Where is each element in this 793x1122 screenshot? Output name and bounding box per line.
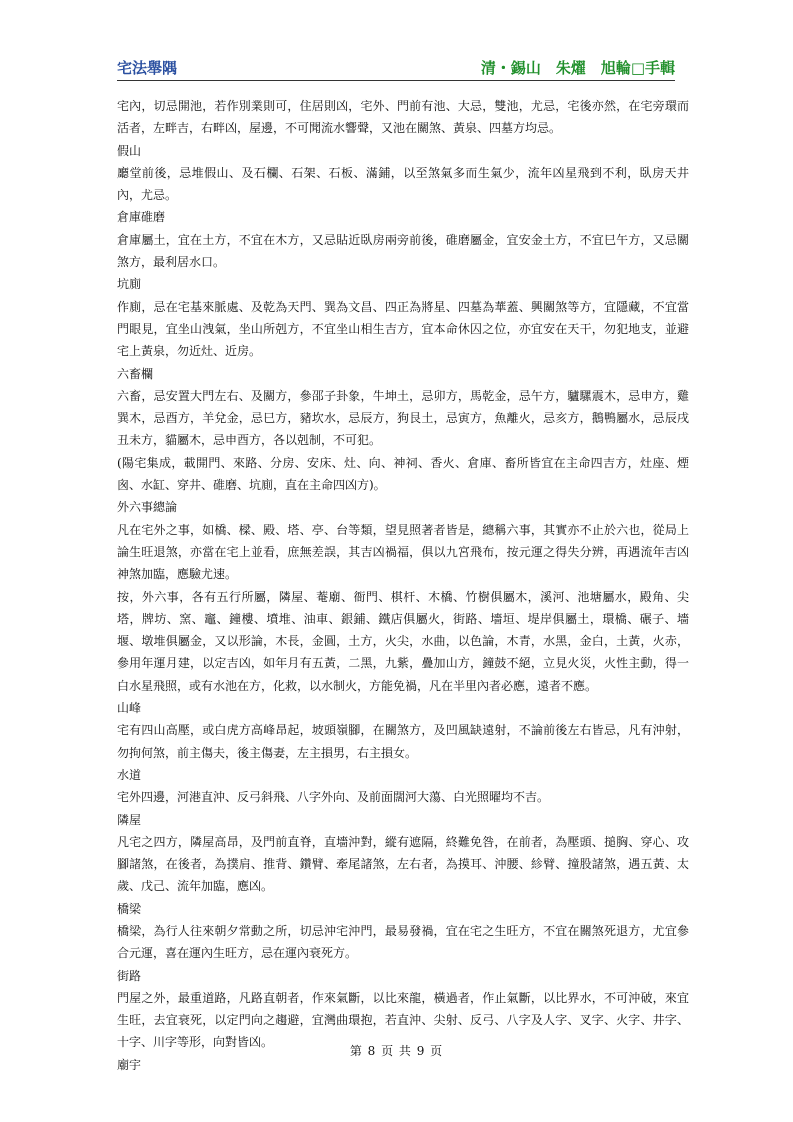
paragraph: 按，外六事，各有五行所屬，隣屋、菴廟、衙門、棋杆、木橋、竹樹俱屬木，溪河、池塘屬水，殿角、尖塔，牌坊、窯、竈、鐘樓、墳堆、油車、銀鋪、鐵店俱屬火，街路、墻垣、堤岸俱屬土，環橋、碾子、墻堰、墩堆俱屬金，又以形論，木長，金圓，土方，火尖，水曲，以色論，木青，水黑，金白，土黃，火赤，參用年運月建，以定吉凶，如年月有五黃，二黑，九紫，疊加山方，鐘鼓不絕，立見火災，火性主動，得一白水星飛照，或有水池在方，化救，以水制火，方能免禍，凡在半里內者必應，遠者不應。: [117, 589, 689, 693]
paragraph: 宅有四山高壓，或白虎方高峰昂起，坡頭嶺腳，在關煞方，及凹風缺遠射，不論前後左右皆忌，凡有沖射，勿拘何煞，前主傷夫，後主傷妻，左主損男，右主損女。: [117, 723, 689, 760]
section-heading: 倉庫碓磨: [117, 210, 166, 225]
section-heading: 廟宇: [117, 1057, 142, 1072]
section-heading: 山峰: [117, 701, 142, 716]
paragraph: (陽宅集成，載開門、來路、分房、安床、灶、向、神祠、香火、倉庫、畜所皆宜在主命四吉方，灶座、煙囪、水缸、穿井、碓磨、坑廁，直在主命四凶方)。: [117, 455, 689, 493]
paragraph: 宅內，切忌開池，若作別業則可，住居則凶，宅外、門前有池、大忌，雙池，尤忌，宅後亦然，在宅旁環而活者，左畔吉，右畔凶，屋邊，不可聞流水響聲，又池在關煞、黃泉、四墓方均忌。: [117, 99, 689, 136]
paragraph: 倉庫屬土，宜在土方，不宜在木方，又忌貼近臥房兩旁前後，碓磨屬金，宜安金土方，不宜巳午方，又忌關煞方，最利居水口。: [117, 232, 689, 270]
paragraph: 六畜，忌安置大門左右、及關方，參邵子卦象，牛坤土，忌卯方，馬乾金，忌午方，驢騾震木，忌申方，雞巽木，忌酉方，羊兌金，忌巳方，豬坎水，忌辰方，狗艮土，忌寅方，魚離火，忌亥方，鵝鴨屬水，忌辰戌丑未方，貓屬木，忌申酉方，各以剋制，不可犯。: [117, 388, 689, 448]
section-heading: 橋梁: [117, 901, 142, 916]
paragraph: 凡宅之四方，隣屋高昂，及門前直脊，直墻沖對，縱有遮隔，終難免咎，在前者，為壓頭、搥胸、穿心、攻腳諸煞，在後者，為撲肩、推背、鑽臂、牽尾諸煞，左右者，為摸耳、沖腰、紾臂、撞股諸煞，遇五黃、太歲、戊己、流年加臨，應凶。: [117, 834, 689, 894]
section-heading: 外六事總論: [117, 500, 178, 515]
section-heading: 街路: [117, 968, 142, 983]
page-number: 第 8 页 共 9 页: [349, 1044, 444, 1058]
section-heading: 隣屋: [117, 812, 142, 827]
section-heading: 水道: [117, 767, 142, 782]
paragraph: 宅外四邊，河港直沖、反弓斜飛、八字外向、及前面闊河大蕩、白光照曜均不吉。: [117, 790, 550, 805]
header-title: 宅法舉隅: [117, 59, 178, 77]
page-header: [117, 54, 675, 81]
paragraph: 凡在宅外之事，如橋、樑、殿、塔、亭、台等類，望見照著者皆是，總稱六事，其實亦不止於六也，從局上論生旺退煞，亦當在宅上並看，庶無差誤，其吉凶禍福，俱以九宮飛布，按元運之得失分辨，再遇流年吉凶神煞加臨，應驗尤速。: [117, 522, 689, 582]
paragraph: 作廁，忌在宅基來脈處、及乾為天門、巽為文昌、四正為將星、四墓為華蓋、興關煞等方，宜隱藏，不宜當門眼見，宜坐山洩氣，坐山所剋方，不宜坐山相生吉方，宜本命休囚之位，亦宜安在天干，勿犯地支，並避宅上黃泉，勿近灶、近房。: [117, 299, 689, 359]
section-heading: 坑廁: [117, 277, 142, 292]
paragraph: 門屋之外，最重道路，凡路直朝者，作來氣斷，以比來龍，橫過者，作止氣斷，以比界水，不可沖破，來宜生旺，去宜衰死，以定門向之趨避，宜灣曲環抱，若直沖、尖射、反弓、八字及人字、叉字、火字、井字、十字、川字等形，向對皆凶。: [117, 990, 689, 1050]
section-heading: 假山: [117, 143, 142, 158]
header-author: 清・錫山 朱燿 旭輪□手輯: [480, 59, 675, 77]
paragraph: 橋梁，為行人往來朝夕常動之所，切忌沖宅沖門，最易發禍，宜在宅之生旺方，不宜在關煞死退方，尤宜參合元運，喜在運內生旺方，忌在運內衰死方。: [117, 923, 689, 961]
document-body: [117, 95, 689, 1076]
paragraph: 廳堂前後，忌堆假山、及石欄、石架、石板、滿鋪，以至煞氣多而生氣少，流年凶星飛到不利，臥房天井內，尤忌。: [117, 165, 689, 203]
section-heading: 六畜欄: [117, 366, 154, 381]
